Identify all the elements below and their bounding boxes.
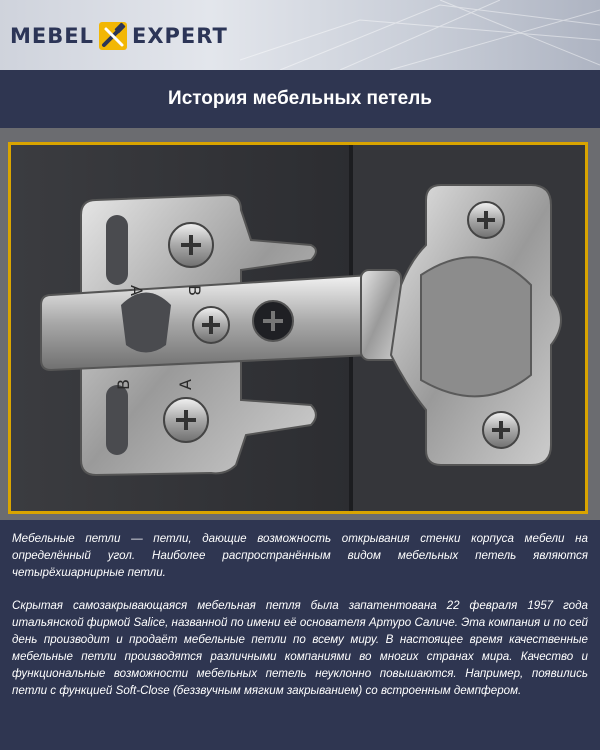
article-text xyxy=(12,530,588,715)
page-title: История мебельных петель xyxy=(168,88,432,109)
hammer-wrench-icon xyxy=(96,19,130,53)
hinge-photo xyxy=(8,142,588,514)
paragraph-history: Скрытая самозакрывающаяся мебельная петля была запатентована 22 февраля 1957 года итальянской фирмой Salice, названной по имени её основателя Артуро Саличе. Эта компания и по сей день производит и продаёт мебельные петли по всему миру. В настоящее время качественные мебельные петли производятся различными компаниями во многих странах мира. Качество и функциональные возможности мебельных петель неуклонно повышаются. Например, появились петли с функцией Soft-Close (беззвучным мягким закрыванием) со встроенным демпфером. xyxy=(12,599,588,697)
furniture-hinge-illustration xyxy=(11,145,585,511)
header-banner xyxy=(0,0,600,70)
logo-text-mebel: MEBEL xyxy=(10,24,94,48)
logo-text-expert: EXPERT xyxy=(131,24,228,48)
marking-b-top: B xyxy=(185,285,204,296)
photo-frame xyxy=(0,128,600,520)
title-bar xyxy=(0,70,600,128)
marking-b-left: B xyxy=(114,379,133,390)
decorative-lines xyxy=(240,0,600,70)
paragraph-intro: Мебельные петли — петли, дающие возможность открывания стенки корпуса мебели на определённый угол. Наиболее распространённым видом мебельных петель являются четырёхшарнирные петли. xyxy=(12,532,588,579)
marking-a-left: A xyxy=(176,379,195,390)
marking-a-top: A xyxy=(127,285,146,296)
logo[interactable] xyxy=(10,16,228,56)
